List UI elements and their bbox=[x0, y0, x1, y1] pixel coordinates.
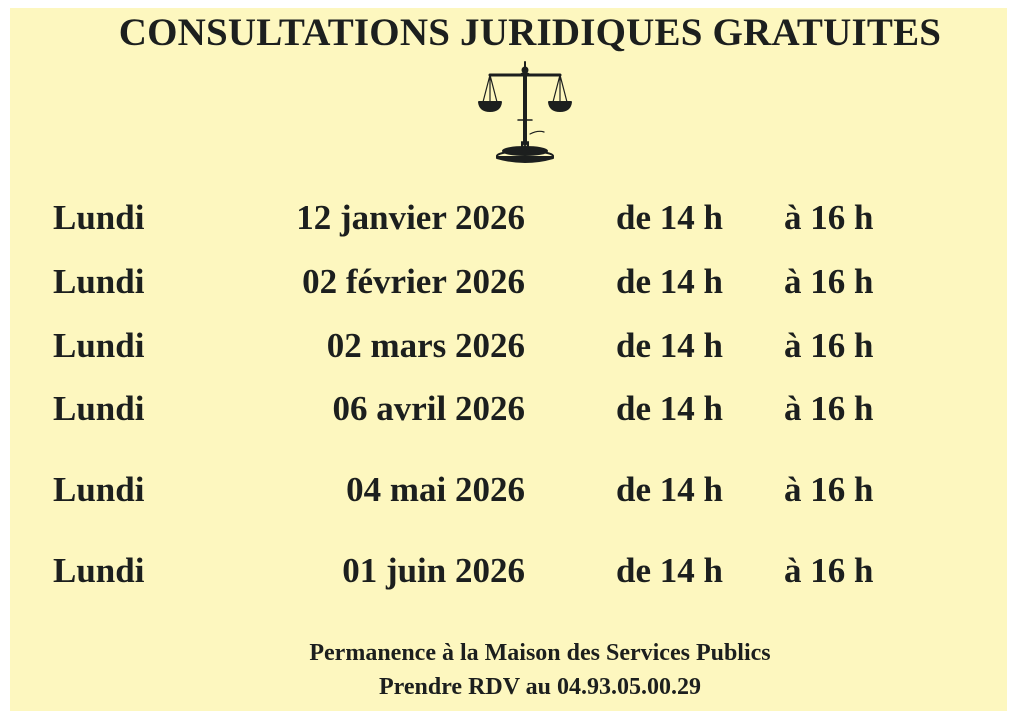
schedule-day: Lundi bbox=[53, 389, 145, 428]
schedule-row bbox=[10, 470, 1007, 514]
schedule-end-time: à 16 h bbox=[784, 470, 874, 509]
schedule-date: 04 mai 2026 bbox=[346, 470, 525, 509]
schedule-date: 12 janvier 2026 bbox=[296, 198, 525, 237]
schedule-day: Lundi bbox=[53, 551, 145, 590]
schedule-day: Lundi bbox=[53, 326, 145, 365]
schedule-date: 02 mars 2026 bbox=[326, 326, 525, 365]
schedule-start-time: de 14 h bbox=[616, 326, 723, 365]
schedule-start-time: de 14 h bbox=[616, 470, 723, 509]
schedule-start-time: de 14 h bbox=[616, 262, 723, 301]
schedule-date: 02 février 2026 bbox=[302, 262, 525, 301]
schedule-date: 01 juin 2026 bbox=[342, 551, 525, 590]
schedule-row bbox=[10, 551, 1007, 595]
schedule-row bbox=[10, 389, 1007, 433]
schedule-start-time: de 14 h bbox=[616, 551, 723, 590]
schedule-row bbox=[10, 326, 1007, 370]
footer-location: Permanence à la Maison des Services Publics bbox=[309, 640, 771, 666]
schedule-end-time: à 16 h bbox=[784, 326, 874, 365]
schedule-end-time: à 16 h bbox=[784, 389, 874, 428]
poster-title: CONSULTATIONS JURIDIQUES GRATUITES bbox=[118, 11, 942, 54]
scales-of-justice-icon bbox=[470, 58, 580, 168]
schedule-end-time: à 16 h bbox=[784, 198, 874, 237]
poster-sheet bbox=[10, 8, 1007, 711]
schedule-start-time: de 14 h bbox=[616, 389, 723, 428]
schedule-row bbox=[10, 198, 1007, 242]
schedule-row bbox=[10, 262, 1007, 306]
schedule-end-time: à 16 h bbox=[784, 262, 874, 301]
schedule-day: Lundi bbox=[53, 470, 145, 509]
schedule-start-time: de 14 h bbox=[616, 198, 723, 237]
schedule-end-time: à 16 h bbox=[784, 551, 874, 590]
schedule-day: Lundi bbox=[53, 262, 145, 301]
schedule-day: Lundi bbox=[53, 198, 145, 237]
footer-appointment-phone: Prendre RDV au 04.93.05.00.29 bbox=[378, 674, 701, 700]
schedule-date: 06 avril 2026 bbox=[332, 389, 525, 428]
